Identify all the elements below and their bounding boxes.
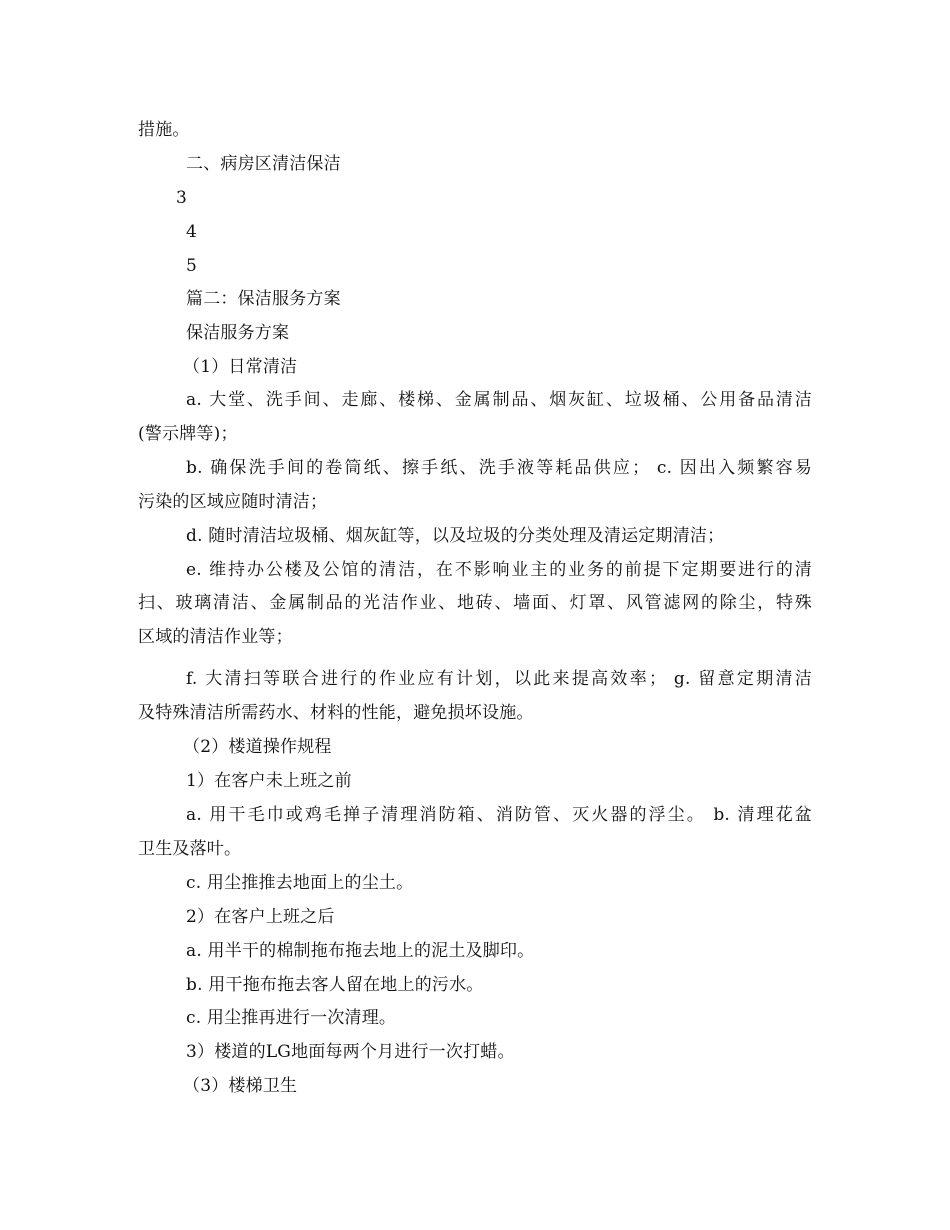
paragraph-line: 污染的区域应随时清洁； bbox=[138, 492, 328, 512]
paragraph-line: d. 随时清洁垃圾桶、烟灰缸等，以及垃圾的分类处理及清运定期清洁； bbox=[186, 526, 725, 546]
paragraph-line: 及特殊清洁所需药水、材料的性能，避免损坏设施。 bbox=[138, 703, 534, 723]
subsection-heading: （1）日常清洁 bbox=[183, 357, 298, 377]
subsection-heading: （3）楼梯卫生 bbox=[183, 1076, 298, 1096]
list-number: 5 bbox=[186, 256, 198, 276]
paragraph-line: (警示牌等)； bbox=[138, 424, 238, 444]
paragraph-line: 扫、玻璃清洁、金属制品的光洁作业、地砖、墙面、灯罩、风管滤网的除尘，特殊 bbox=[138, 593, 812, 613]
step-heading: 3）楼道的LG地面每两个月进行一次打蜡。 bbox=[186, 1042, 515, 1062]
paragraph-line: f. 大清扫等联合进行的作业应有计划，以此来提高效率； g. 留意定期清洁 bbox=[186, 669, 812, 689]
paragraph-line: a. 用干毛巾或鸡毛掸子清理消防箱、消防管、灭火器的浮尘。 b. 清理花盆 bbox=[186, 805, 812, 825]
paragraph-line: e. 维持办公楼及公馆的清洁，在不影响业主的业务的前提下定期要进行的清 bbox=[186, 560, 812, 580]
paragraph-line: b. 用干拖布拖去客人留在地上的污水。 bbox=[186, 975, 484, 995]
paragraph-line: c. 用尘推再进行一次清理。 bbox=[186, 1008, 397, 1028]
list-number: 3 bbox=[176, 188, 188, 208]
paragraph-line: b. 确保洗手间的卷筒纸、擦手纸、洗手液等耗品供应； c. 因出入频繁容易 bbox=[186, 458, 812, 478]
section-heading-ward-cleaning: 二、病房区清洁保洁 bbox=[186, 154, 341, 174]
step-heading: 1）在客户未上班之前 bbox=[186, 771, 352, 791]
subsection-heading: （2）楼道操作规程 bbox=[183, 737, 332, 757]
paragraph-line: a. 用半干的棉制拖布拖去地上的泥土及脚印。 bbox=[186, 941, 535, 961]
paragraph-line: a. 大堂、洗手间、走廊、楼梯、金属制品、烟灰缸、垃圾桶、公用备品清洁 bbox=[186, 390, 812, 410]
paragraph-line: c. 用尘推推去地面上的尘土。 bbox=[186, 873, 414, 893]
text-line-continuation: 措施。 bbox=[138, 120, 190, 140]
step-heading: 2）在客户上班之后 bbox=[186, 907, 335, 927]
document-title: 保洁服务方案 bbox=[186, 323, 290, 343]
chapter-heading: 篇二：保洁服务方案 bbox=[186, 289, 341, 309]
list-number: 4 bbox=[186, 222, 198, 242]
paragraph-line: 区域的清洁作业等； bbox=[138, 627, 293, 647]
paragraph-line: 卫生及落叶。 bbox=[138, 839, 242, 859]
